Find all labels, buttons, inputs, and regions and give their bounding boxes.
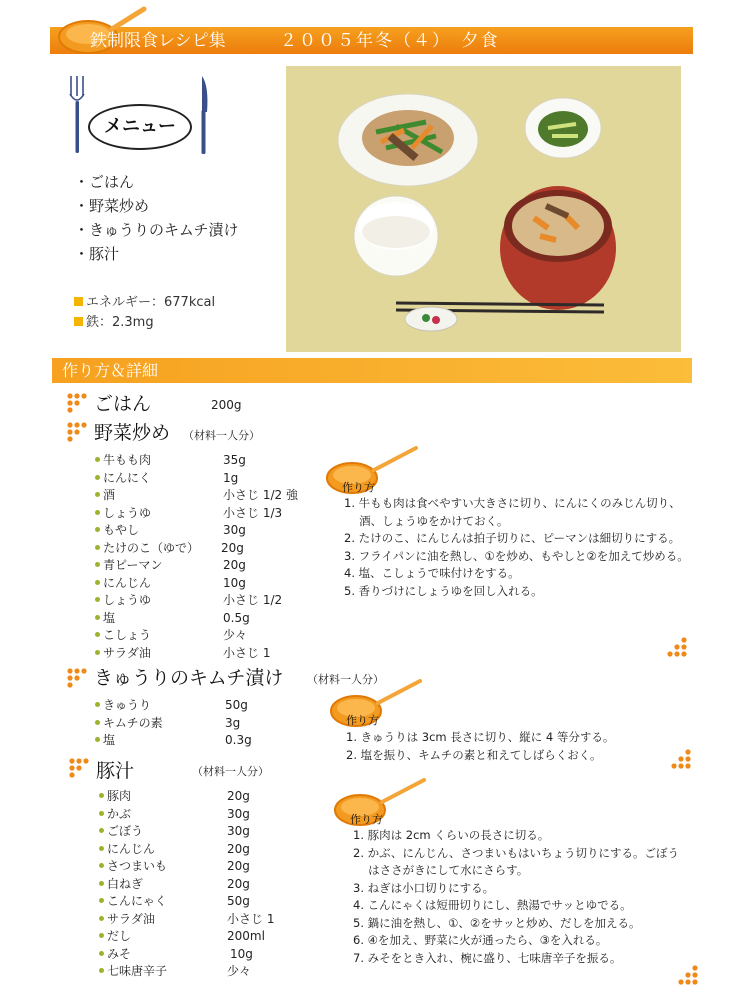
kimchi-steps — [346, 729, 614, 764]
ingredient-name: にんじん — [103, 575, 152, 590]
bullet-icon — [95, 720, 100, 725]
ingredient-qty: 小さじ 1/2 — [223, 593, 283, 607]
ingredient-name: 青ピーマン — [103, 558, 163, 572]
ingredient-qty: 20g — [221, 540, 244, 555]
bullet-icon — [95, 580, 100, 585]
ingredient-row — [95, 627, 325, 645]
step: 4. こんにゃくは短冊切りにし、熱湯でサッとゆでる。 — [353, 898, 632, 912]
ingredient-qty: 200ml — [227, 929, 265, 943]
ingredient-name: にんじん — [107, 841, 156, 856]
step: 5. 鍋に油を熱し、①、②をサッと炒め、だしを加える。 — [353, 915, 641, 930]
meal-photo — [286, 66, 681, 352]
menu-label: メニュー — [104, 116, 176, 137]
ingredient-name: 白ねぎ — [107, 876, 144, 891]
bullet-icon — [99, 846, 104, 851]
ingredient-row — [95, 505, 325, 523]
step: 1. 牛もも肉は食べやすい大きさに切り、にんにくのみじん切り、 — [344, 496, 681, 510]
bullet-icon — [95, 650, 100, 655]
ingredient-qty: 小さじ 1 — [223, 645, 271, 660]
ingredient-row — [95, 575, 325, 593]
dish-title-stirfry: 野菜炒め — [94, 422, 171, 444]
ingredient-row — [95, 592, 325, 610]
menu-item: ・豚汁 — [74, 245, 120, 263]
bullet-icon — [99, 968, 104, 973]
step: 2. かぶ、にんじん、さつまいもはいちょう切りにする。ごぼう — [353, 845, 680, 860]
meal-photo-illustration — [286, 66, 681, 352]
bullet-icon — [95, 457, 100, 462]
dot-grid-icon — [666, 636, 688, 658]
square-bullet-icon — [74, 317, 83, 326]
tonjiru-steps — [353, 827, 679, 967]
iron-value: 鉄：2.3mg — [86, 315, 154, 330]
ingredient-name: きゅうり — [103, 698, 152, 712]
ingredient-row — [95, 487, 325, 505]
ingredient-name: 豚肉 — [107, 789, 132, 803]
bullet-icon — [95, 475, 100, 480]
cook-label: 作り方 — [350, 813, 383, 826]
ingredient-row — [95, 732, 325, 750]
ingredient-name: 塩 — [103, 610, 116, 625]
tonjiru-note: （材料一人分） — [192, 765, 269, 778]
ingredient-row — [99, 823, 329, 841]
ingredient-name: 塩 — [103, 733, 116, 747]
ingredient-name: ごぼう — [107, 824, 144, 838]
ingredient-name: サラダ油 — [107, 911, 155, 926]
step: 3. フライパンに油を熱し、①を炒め、もやしと②を加えて炒める。 — [344, 548, 689, 563]
ingredient-qty: 少々 — [223, 628, 248, 642]
bullet-icon — [99, 933, 104, 938]
ingredient-name: キムチの素 — [103, 715, 163, 730]
header-title: 鉄制限食レシピ集 — [90, 31, 226, 51]
stirfry-ingredients — [95, 452, 325, 662]
section-title: 作り方＆詳細 — [62, 361, 159, 380]
dish-title-rice: ごはん — [94, 393, 152, 415]
menu-item: ・野菜炒め — [74, 197, 150, 215]
step: 酒、しょうゆをかけておく。 — [344, 513, 509, 528]
bullet-icon — [95, 702, 100, 707]
ingredient-name: 牛もも肉 — [103, 453, 152, 467]
ingredient-qty: 20g — [227, 789, 250, 803]
bullet-icon — [95, 632, 100, 637]
ingredient-name: さつまいも — [107, 859, 168, 873]
stirfry-note: （材料一人分） — [183, 429, 260, 442]
ingredient-row — [99, 806, 329, 824]
step: 1. 豚肉は 2cm くらいの長さに切る。 — [353, 828, 550, 842]
dot-grid-icon — [68, 757, 90, 779]
ingredient-row — [99, 788, 329, 806]
ingredient-name: だし — [107, 929, 132, 943]
ingredient-row — [99, 876, 329, 894]
ingredient-qty: 3g — [225, 715, 241, 730]
ingredient-name: かぶ — [107, 806, 132, 821]
dot-grid-icon — [66, 667, 88, 689]
bullet-icon — [99, 951, 104, 956]
ingredient-qty: 20g — [227, 876, 250, 891]
bullet-icon — [99, 793, 104, 798]
bullet-icon — [95, 562, 100, 567]
ingredient-row — [95, 470, 325, 488]
bullet-icon — [99, 881, 104, 886]
ingredient-qty: 10g — [230, 946, 253, 961]
ingredient-name: にんにく — [103, 470, 152, 485]
step: 7. みそをとき入れ、椀に盛り、七味唐辛子を振る。 — [353, 950, 622, 965]
ingredient-qty: 小さじ 1/2 強 — [223, 488, 298, 502]
ingredient-qty: 少々 — [227, 964, 252, 978]
ingredient-qty: 0.5g — [223, 610, 250, 625]
bullet-icon — [95, 615, 100, 620]
tonjiru-ingredients — [99, 788, 329, 981]
ingredient-row — [99, 928, 329, 946]
step: 4. 塩、こしょうで味付けをする。 — [344, 566, 520, 580]
ingredient-name: たけのこ（ゆで） — [103, 540, 200, 555]
ingredient-row — [99, 946, 329, 964]
ingredient-qty: 35g — [223, 453, 246, 467]
ingredient-name: しょうゆ — [103, 505, 152, 520]
bullet-icon — [95, 597, 100, 602]
bullet-icon — [99, 916, 104, 921]
fork-icon — [68, 74, 88, 156]
ingredient-name: サラダ油 — [103, 645, 151, 660]
stirfry-steps — [344, 495, 689, 600]
square-bullet-icon — [74, 297, 83, 306]
ingredient-name: 酒 — [103, 488, 116, 502]
ingredient-qty: 50g — [225, 698, 248, 712]
iron-line — [74, 313, 154, 333]
cook-label: 作り方 — [342, 481, 375, 494]
dot-grid-icon — [670, 748, 692, 770]
ingredient-row — [99, 893, 329, 911]
ingredient-name: こしょう — [103, 628, 152, 642]
step: 6. ④を加え、野菜に火が通ったら、③を入れる。 — [353, 933, 608, 947]
ingredient-row — [95, 610, 325, 628]
step: 1. きゅうりは 3cm 長さに切り、縦に 4 等分する。 — [346, 730, 615, 744]
ingredient-row — [95, 452, 325, 470]
bullet-icon — [95, 545, 100, 550]
energy-value: エネルギー：677kcal — [86, 295, 216, 310]
ingredient-qty: 30g — [223, 523, 246, 537]
bullet-icon — [95, 737, 100, 742]
bullet-icon — [99, 811, 104, 816]
ingredient-qty: 20g — [227, 859, 250, 873]
ingredient-row — [99, 858, 329, 876]
ingredient-row — [95, 715, 325, 733]
ingredient-row — [99, 963, 329, 981]
rice-amount: 200g — [211, 398, 242, 412]
dish-title-tonjiru: 豚汁 — [96, 760, 135, 782]
ingredient-row — [95, 522, 325, 540]
ingredient-qty: 10g — [223, 575, 246, 590]
menu-item: ・ごはん — [74, 173, 135, 191]
ingredient-name: もやし — [103, 523, 140, 537]
ingredient-qty: 30g — [227, 824, 250, 838]
step: 2. たけのこ、にんじんは拍子切りに、ピーマンは細切りにする。 — [344, 531, 681, 545]
ingredient-row — [95, 540, 325, 558]
ingredient-row — [95, 557, 325, 575]
cook-label: 作り方 — [346, 714, 379, 727]
step: 3. ねぎは小口切りにする。 — [353, 880, 495, 895]
ingredient-qty: 20g — [223, 558, 246, 572]
ingredient-row — [95, 697, 325, 715]
bullet-icon — [99, 828, 104, 833]
step: はささがきにして水にさらす。 — [353, 863, 529, 877]
ingredient-qty: 50g — [227, 894, 250, 908]
menu-list — [74, 170, 239, 266]
bullet-icon — [95, 492, 100, 497]
dot-grid-icon — [66, 392, 88, 414]
kimchi-ingredients — [95, 697, 325, 750]
knife-icon — [196, 74, 212, 156]
header-subtitle: ２００５年冬（４） 夕食 — [280, 31, 500, 51]
ingredient-row — [99, 841, 329, 859]
ingredient-qty: 小さじ 1/3 — [223, 505, 283, 520]
dish-title-kimchi: きゅうりのキムチ漬け — [94, 667, 284, 689]
dot-grid-icon — [66, 421, 88, 443]
bullet-icon — [99, 863, 104, 868]
ingredient-qty: 30g — [227, 806, 250, 821]
ingredient-name: みそ — [107, 946, 132, 961]
dot-grid-icon — [677, 964, 699, 986]
kimchi-note: （材料一人分） — [307, 673, 384, 686]
ingredient-row — [95, 645, 325, 663]
bullet-icon — [95, 510, 100, 515]
ingredient-qty: 0.3g — [225, 733, 252, 747]
energy-line — [74, 293, 215, 313]
menu-item: ・きゅうりのキムチ漬け — [74, 221, 239, 239]
bullet-icon — [99, 898, 104, 903]
ingredient-qty: 小さじ 1 — [227, 911, 275, 926]
step: 2. 塩を振り、キムチの素と和えてしばらくおく。 — [346, 747, 602, 762]
step: 5. 香りづけにしょうゆを回し入れる。 — [344, 583, 543, 598]
bullet-icon — [95, 527, 100, 532]
ingredient-qty: 1g — [223, 470, 239, 485]
ingredient-name: こんにゃく — [107, 894, 167, 908]
ingredient-name: 七味唐辛子 — [107, 964, 168, 978]
ingredient-name: しょうゆ — [103, 593, 152, 607]
ingredient-row — [99, 911, 329, 929]
ingredient-qty: 20g — [227, 841, 250, 856]
